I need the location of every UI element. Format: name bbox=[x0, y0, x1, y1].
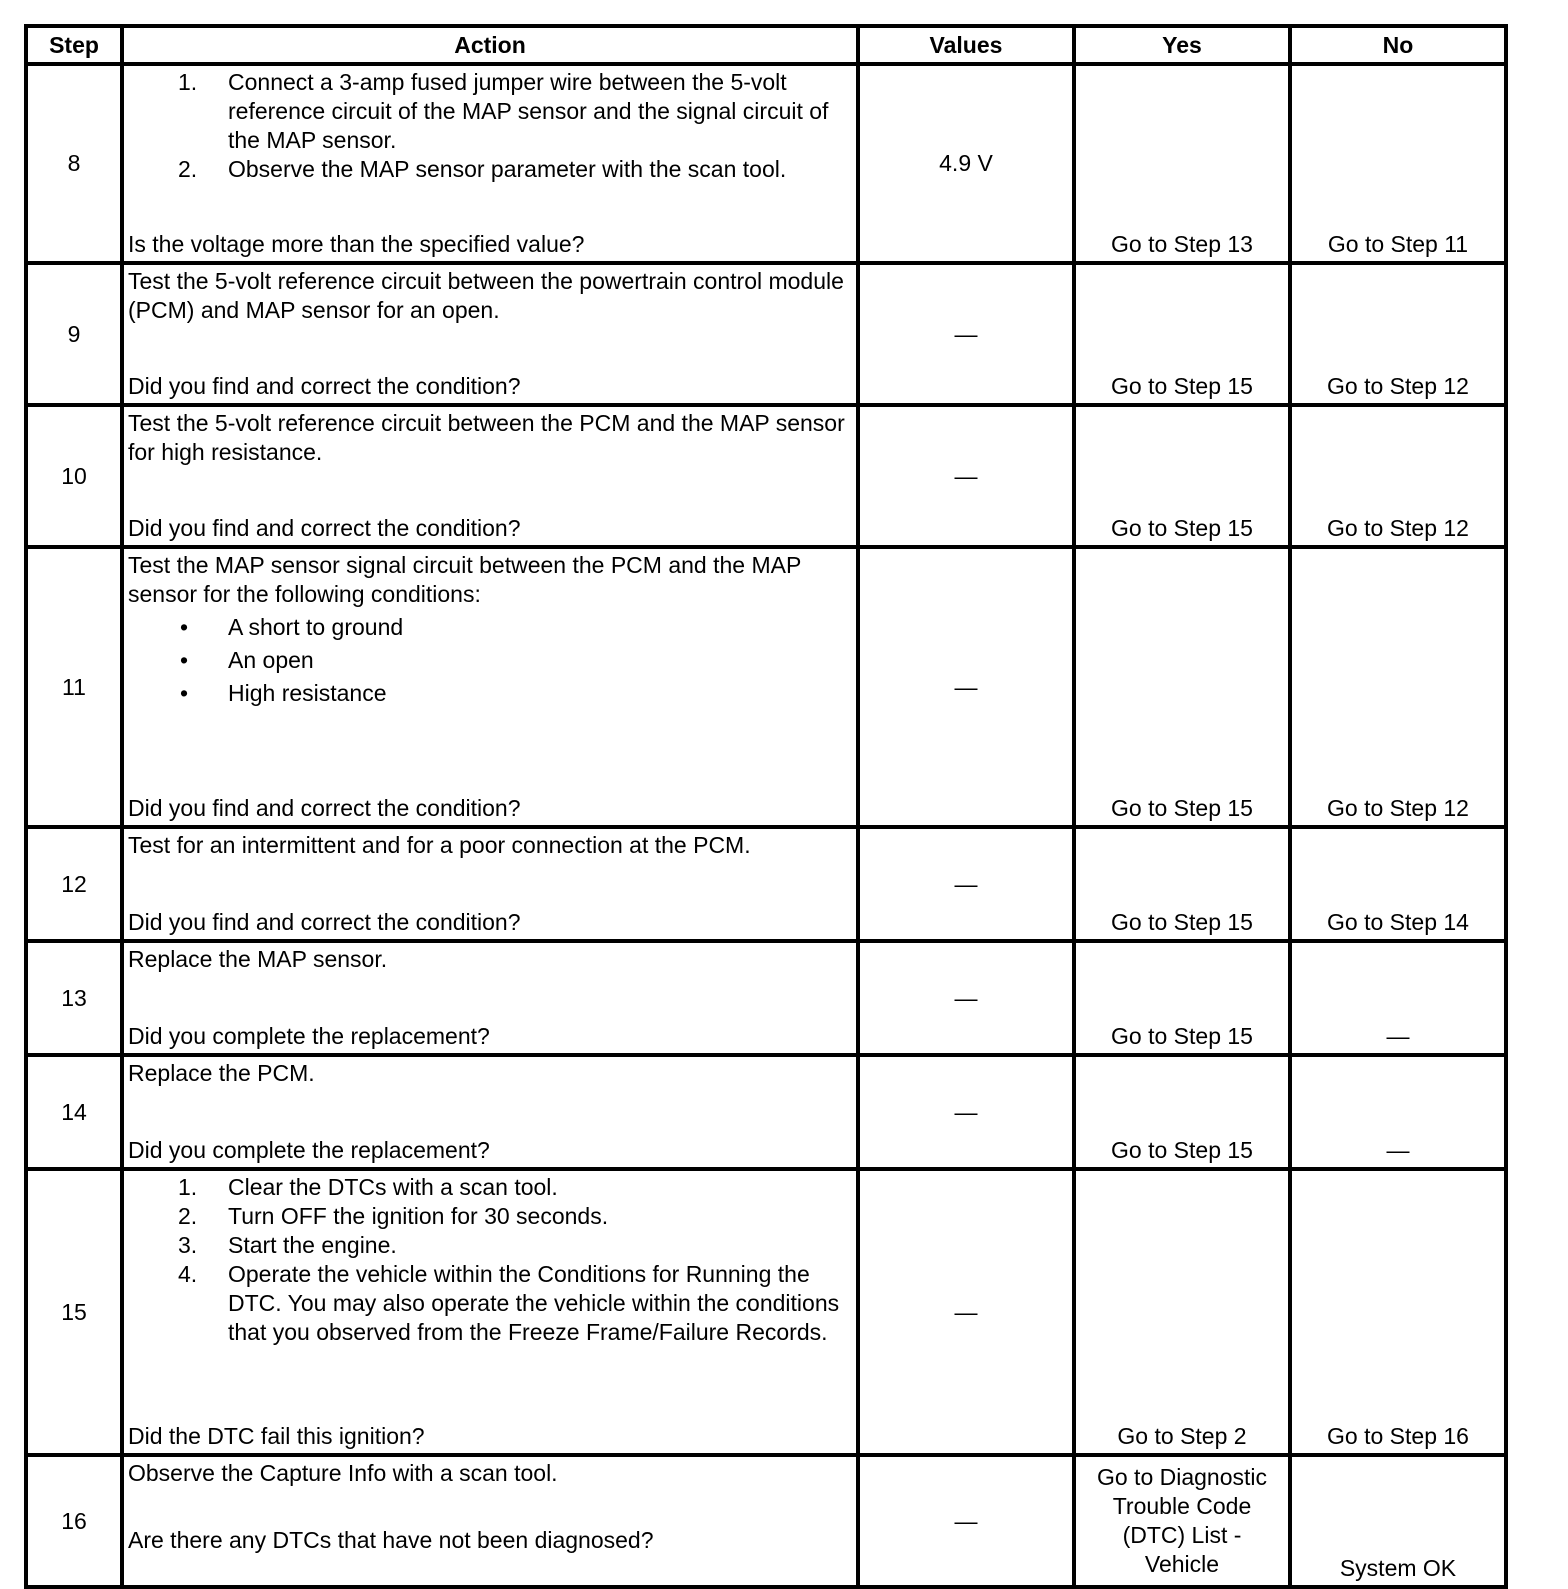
numbered-list bbox=[128, 68, 852, 184]
no-cell: Go to Step 12 bbox=[1290, 547, 1506, 827]
table-row bbox=[26, 1169, 1506, 1455]
list-item: 2. Observe the MAP sensor parameter with the scan tool. bbox=[178, 156, 787, 182]
action-question: Did you find and correct the condition? bbox=[128, 909, 521, 935]
action-text: Test the 5-volt reference circuit between the powertrain control module (PCM) and MAP sensor for an open. bbox=[128, 268, 844, 323]
yes-cell: Go to Step 15 bbox=[1074, 941, 1290, 1055]
table-row bbox=[26, 263, 1506, 405]
header-values: Values bbox=[858, 26, 1074, 64]
step-number: 11 bbox=[26, 547, 122, 827]
list-item: 2. Turn OFF the ignition for 30 seconds. bbox=[178, 1203, 609, 1229]
action-text: Observe the Capture Info with a scan tool. bbox=[128, 1460, 558, 1486]
table-row bbox=[26, 547, 1506, 827]
table-row bbox=[26, 827, 1506, 941]
no-cell: — bbox=[1290, 941, 1506, 1055]
header-step: Step bbox=[26, 26, 122, 64]
no-cell: Go to Step 16 bbox=[1290, 1169, 1506, 1455]
step-number: 9 bbox=[26, 263, 122, 405]
no-cell: Go to Step 12 bbox=[1290, 263, 1506, 405]
action-question: Did you find and correct the condition? bbox=[128, 373, 521, 399]
list-item: 1. Connect a 3-amp fused jumper wire between the 5-volt reference circuit of the MAP sensor and the signal circuit of the MAP sensor. bbox=[178, 69, 829, 153]
yes-cell: Go to Step 15 bbox=[1074, 547, 1290, 827]
action-question: Is the voltage more than the specified value? bbox=[128, 231, 585, 257]
table-row bbox=[26, 405, 1506, 547]
header-action: Action bbox=[122, 26, 858, 64]
value-cell: — bbox=[858, 1169, 1074, 1455]
value-cell: — bbox=[858, 941, 1074, 1055]
step-number: 16 bbox=[26, 1455, 122, 1587]
step-number: 8 bbox=[26, 64, 122, 263]
table-row bbox=[26, 1455, 1506, 1587]
yes-cell: Go to Step 15 bbox=[1074, 1055, 1290, 1169]
action-cell bbox=[122, 263, 858, 405]
diagnostic-table bbox=[24, 24, 1508, 1589]
table-row bbox=[26, 941, 1506, 1055]
no-cell: System OK bbox=[1290, 1455, 1506, 1587]
numbered-list bbox=[128, 1173, 852, 1347]
header-yes: Yes bbox=[1074, 26, 1290, 64]
bullet-list bbox=[128, 613, 852, 708]
list-item: • An open bbox=[180, 647, 314, 673]
action-text: Test the MAP sensor signal circuit between the PCM and the MAP sensor for the following conditions: bbox=[128, 552, 801, 607]
no-cell: Go to Step 14 bbox=[1290, 827, 1506, 941]
table-row bbox=[26, 1055, 1506, 1169]
yes-cell: Go to Step 15 bbox=[1074, 827, 1290, 941]
action-question: Are there any DTCs that have not been diagnosed? bbox=[128, 1527, 654, 1553]
action-text: Test the 5-volt reference circuit between the PCM and the MAP sensor for high resistance. bbox=[128, 410, 845, 465]
value-cell: — bbox=[858, 405, 1074, 547]
value-cell: — bbox=[858, 827, 1074, 941]
action-text: Test for an intermittent and for a poor connection at the PCM. bbox=[128, 832, 751, 858]
list-item: • High resistance bbox=[180, 680, 387, 706]
header-no: No bbox=[1290, 26, 1506, 64]
action-cell bbox=[122, 941, 858, 1055]
action-question: Did you complete the replacement? bbox=[128, 1023, 490, 1049]
action-question: Did you complete the replacement? bbox=[128, 1137, 490, 1163]
action-cell bbox=[122, 1169, 858, 1455]
action-cell bbox=[122, 827, 858, 941]
list-item: 1. Clear the DTCs with a scan tool. bbox=[178, 1174, 558, 1200]
yes-cell: Go to Step 2 bbox=[1074, 1169, 1290, 1455]
yes-cell: Go to Diagnostic Trouble Code (DTC) List - Vehicle bbox=[1074, 1455, 1290, 1587]
action-question: Did you find and correct the condition? bbox=[128, 515, 521, 541]
action-cell bbox=[122, 405, 858, 547]
no-cell: Go to Step 12 bbox=[1290, 405, 1506, 547]
action-text: Replace the MAP sensor. bbox=[128, 946, 388, 972]
action-text: Replace the PCM. bbox=[128, 1060, 315, 1086]
header-row bbox=[26, 26, 1506, 64]
action-question: Did the DTC fail this ignition? bbox=[128, 1423, 425, 1449]
diagnostic-table-sheet bbox=[24, 24, 1508, 1589]
action-cell bbox=[122, 1055, 858, 1169]
action-cell bbox=[122, 1455, 858, 1587]
step-number: 14 bbox=[26, 1055, 122, 1169]
value-cell: — bbox=[858, 263, 1074, 405]
no-cell: Go to Step 11 bbox=[1290, 64, 1506, 263]
action-cell bbox=[122, 64, 858, 263]
step-number: 12 bbox=[26, 827, 122, 941]
value-cell: — bbox=[858, 1455, 1074, 1587]
action-question: Did you find and correct the condition? bbox=[128, 795, 521, 821]
value-cell: 4.9 V bbox=[858, 64, 1074, 263]
no-cell: — bbox=[1290, 1055, 1506, 1169]
yes-cell: Go to Step 15 bbox=[1074, 405, 1290, 547]
yes-cell: Go to Step 15 bbox=[1074, 263, 1290, 405]
value-cell: — bbox=[858, 1055, 1074, 1169]
step-number: 15 bbox=[26, 1169, 122, 1455]
list-item: • A short to ground bbox=[180, 614, 404, 640]
list-item: 4. Operate the vehicle within the Conditions for Running the DTC. You may also operate the vehicle within the conditions that you observed from the Freeze Frame/Failure Records. bbox=[178, 1261, 840, 1345]
value-cell: — bbox=[858, 547, 1074, 827]
table-row bbox=[26, 64, 1506, 263]
yes-cell: Go to Step 13 bbox=[1074, 64, 1290, 263]
list-item: 3. Start the engine. bbox=[178, 1232, 397, 1258]
step-number: 13 bbox=[26, 941, 122, 1055]
step-number: 10 bbox=[26, 405, 122, 547]
action-cell bbox=[122, 547, 858, 827]
